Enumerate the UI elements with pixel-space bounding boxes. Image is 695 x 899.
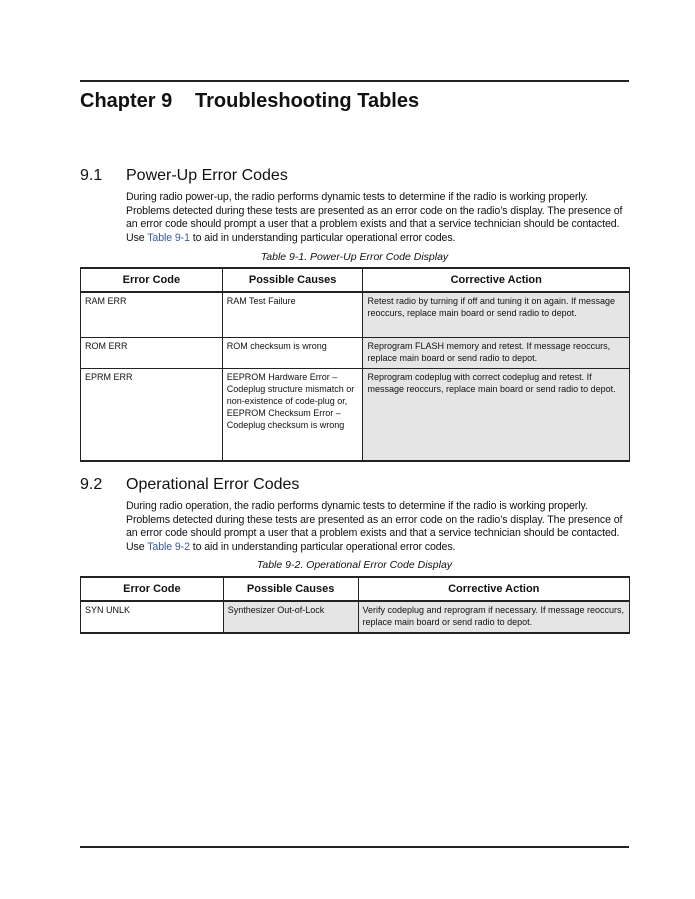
table-9-2-link[interactable]: Table 9-2 [147,540,190,553]
paragraph-text: During radio operation, the radio performs dynamic tests to determine if the radio is working properly. Problems detected during these tests are presented as an error code on the radio’s display. The presence of an error code should prompt a user that a problem exists and that a service technician should be contacted. Use [126,500,623,553]
bottom-rule [80,846,629,848]
section-paragraph-9-1 [126,191,629,245]
table-caption-9-1: Table 9-1. Power-Up Error Code Display [260,251,449,263]
table-row [81,368,630,461]
possible-causes-cell: ROM checksum is wrong [222,337,363,368]
table-caption-9-2: Table 9-2. Operational Error Code Display [256,559,453,571]
column-header: Error Code [81,577,224,601]
chapter-number: Chapter 9 [80,90,173,112]
column-header: Possible Causes [223,577,358,601]
table-row [81,601,630,633]
paragraph-text: During radio power-up, the radio performs dynamic tests to determine if the radio is working properly. Problems detected during these tests are presented as an error code on the radio’s display. The presence of an error code should prompt a user that a problem exists and that a service technician should be contacted. Use [126,191,623,244]
column-header: Possible Causes [222,268,363,292]
section-title: Operational Error Codes [126,476,300,493]
possible-causes-cell: Synthesizer Out-of-Lock [223,601,358,633]
power-up-error-table [80,267,630,462]
chapter-title [80,90,419,113]
section-title: Power-Up Error Codes [126,167,288,184]
column-header: Corrective Action [363,268,630,292]
section-heading-9-1 [80,167,288,185]
table-9-1-link[interactable]: Table 9-1 [147,231,190,244]
possible-causes-cell: EEPROM Hardware Error – Codeplug structure mismatch or non-existence of code-plug or, EEPROM Checksum Error – Codeplug checksum is wrong [222,368,363,461]
error-code-cell: RAM ERR [81,292,223,337]
column-header: Corrective Action [358,577,629,601]
table-header-row [81,577,630,601]
error-code-cell: EPRM ERR [81,368,223,461]
corrective-action-cell: Retest radio by turning if off and tuning it on again. If message reoccurs, replace main board or send radio to depot. [363,292,630,337]
top-rule [80,80,629,82]
possible-causes-cell: RAM Test Failure [222,292,363,337]
table-row [81,337,630,368]
section-paragraph-9-2 [126,500,629,554]
column-header: Error Code [81,268,223,292]
corrective-action-cell: Reprogram FLASH memory and retest. If message reoccurs, replace main board or send radio to depot. [363,337,630,368]
section-heading-9-2 [80,476,299,494]
chapter-name: Troubleshooting Tables [195,90,420,112]
error-code-cell: SYN UNLK [81,601,224,633]
corrective-action-cell: Verify codeplug and reprogram if necessary. If message reoccurs, replace main board or send radio to depot. [358,601,629,633]
error-code-cell: ROM ERR [81,337,223,368]
section-number: 9.1 [80,167,103,184]
table-header-row [81,268,630,292]
operational-error-table [80,576,630,634]
corrective-action-cell: Reprogram codeplug with correct codeplug and retest. If message reoccurs, replace main board or send radio to depot. [363,368,630,461]
paragraph-text: to aid in understanding particular operational error codes. [189,540,456,553]
paragraph-text: to aid in understanding particular operational error codes. [189,231,456,244]
table-row [81,292,630,337]
section-number: 9.2 [80,476,103,493]
